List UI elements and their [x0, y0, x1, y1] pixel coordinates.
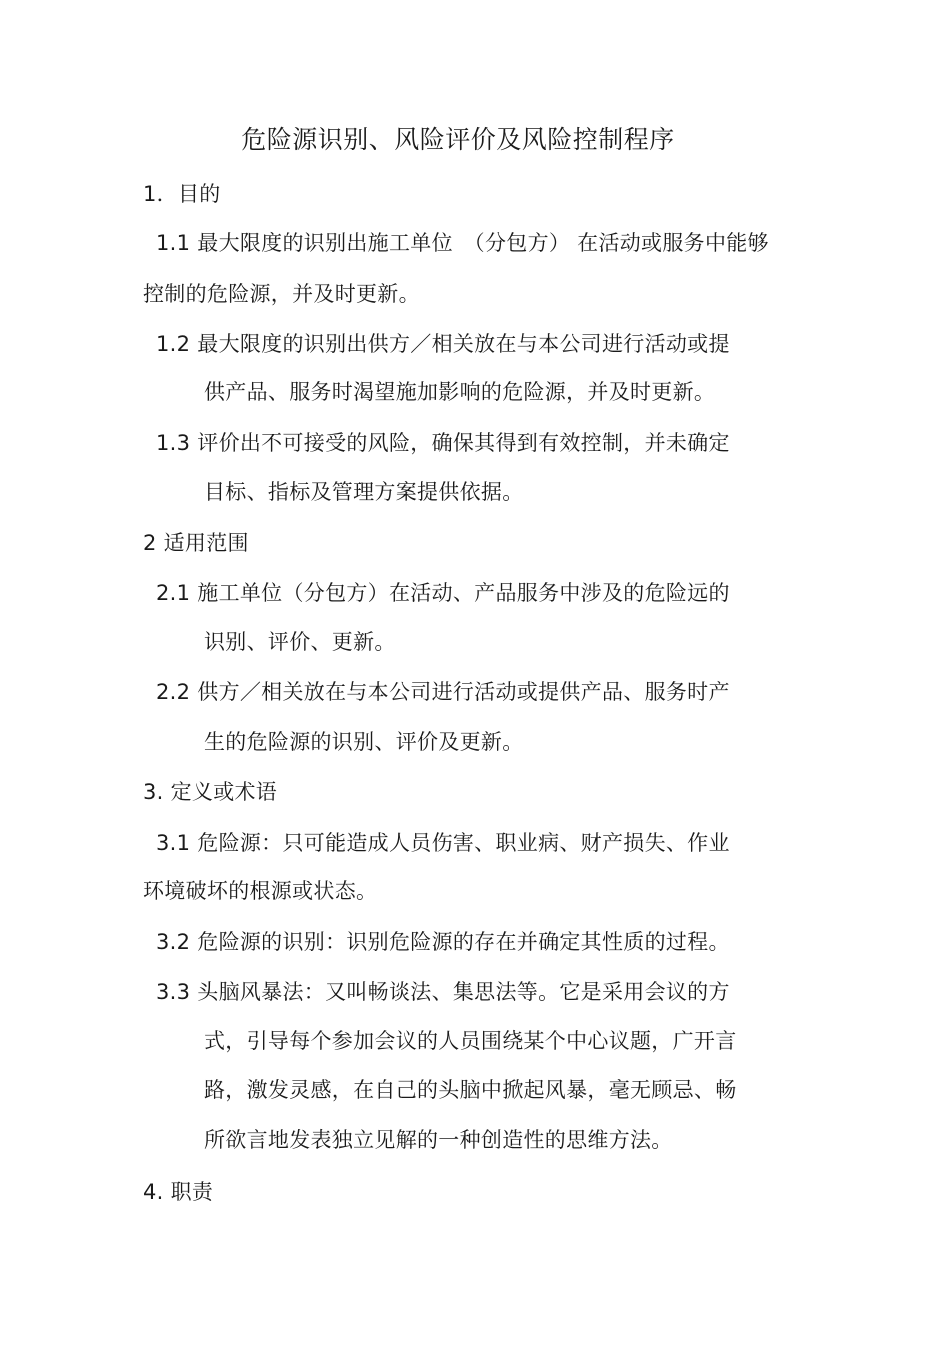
- paragraph-1-1-line-2: 控制的危险源，并及时更新。: [143, 282, 420, 306]
- paragraph-2-1-line-2: 识别、评价、更新。: [204, 630, 396, 654]
- paragraph-3-2-line-1: 3.2 危险源的识别：识别危险源的存在并确定其性质的过程。: [156, 930, 730, 954]
- paragraph-1-3-line-2: 目标、指标及管理方案提供依据。: [204, 480, 524, 504]
- paragraph-3-3-line-1: 3.3 头脑风暴法：又叫畅谈法、集思法等。它是采用会议的方: [156, 980, 730, 1004]
- paragraph-1-1-line-1: 1.1 最大限度的识别出施工单位 （分包方） 在活动或服务中能够: [156, 231, 769, 255]
- document-title: 危险源识别、风险评价及风险控制程序: [241, 125, 675, 154]
- paragraph-3-3-line-3: 路，激发灵感，在自己的头脑中掀起风暴，毫无顾忌、畅: [204, 1078, 737, 1102]
- paragraph-1-2-line-2: 供产品、服务时渴望施加影响的危险源，并及时更新。: [204, 380, 716, 404]
- paragraph-1-3-line-1: 1.3 评价出不可接受的风险，确保其得到有效控制，并未确定: [156, 431, 730, 455]
- paragraph-3-1-line-2: 环境破坏的根源或状态。: [143, 879, 378, 903]
- paragraph-3-3-line-2: 式，引导每个参加会议的人员围绕某个中心议题，广开言: [204, 1029, 737, 1053]
- section-4-heading: 4. 职责: [143, 1180, 214, 1204]
- paragraph-3-3-line-4: 所欲言地发表独立见解的一种创造性的思维方法。: [204, 1128, 673, 1152]
- section-3-heading: 3. 定义或术语: [143, 780, 278, 804]
- paragraph-2-1-line-1: 2.1 施工单位（分包方）在活动、产品服务中涉及的危险远的: [156, 581, 730, 605]
- paragraph-3-1-line-1: 3.1 危险源：只可能造成人员伤害、职业病、财产损失、作业: [156, 831, 730, 855]
- section-1-heading: 1．目的: [143, 182, 221, 206]
- paragraph-1-2-line-1: 1.2 最大限度的识别出供方／相关放在与本公司进行活动或提: [156, 332, 730, 356]
- paragraph-2-2-line-2: 生的危险源的识别、评价及更新。: [204, 730, 524, 754]
- section-2-heading: 2 适用范围: [143, 531, 249, 555]
- paragraph-2-2-line-1: 2.2 供方／相关放在与本公司进行活动或提供产品、服务时产: [156, 680, 730, 704]
